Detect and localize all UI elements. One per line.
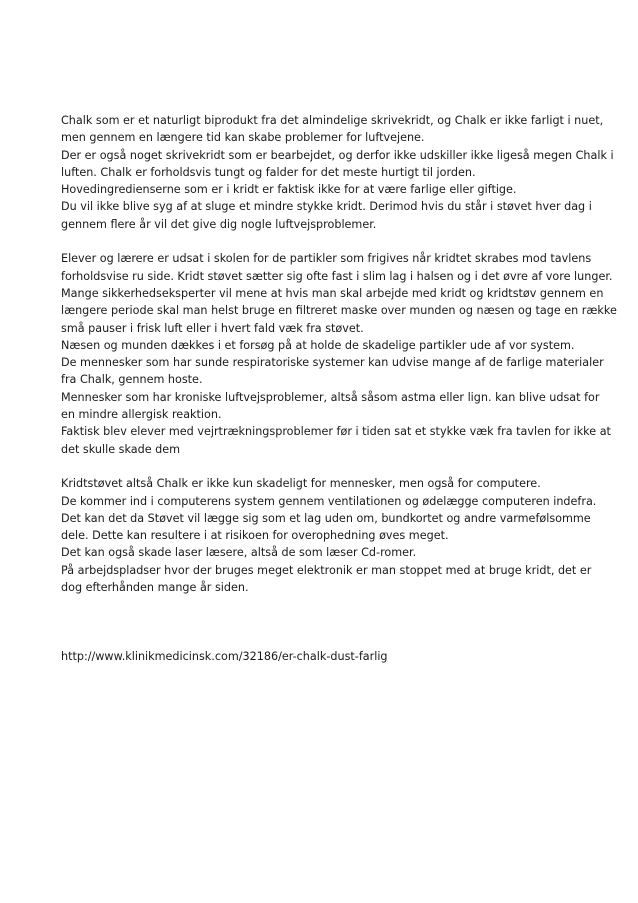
text-line: længere periode skal man helst bruge en filtreret maske over munden og næsen og tage en række — [61, 304, 617, 318]
paragraph-school-exposure — [61, 250, 617, 458]
text-line: det skulle skade dem — [61, 442, 181, 456]
text-line: Det kan også skade laser læsere, altså de som læser Cd-romer. — [61, 546, 417, 560]
source-url: http://www.klinikmedicinsk.com/32186/er-chalk-dust-farlig — [61, 650, 388, 664]
text-line: men gennem en længere tid kan skabe problemer for luftvejene. — [61, 131, 425, 145]
text-line: Hovedingredienserne som er i kridt er faktisk ikke for at være farlige eller giftige. — [61, 183, 517, 197]
text-line: fra Chalk, gennem hoste. — [61, 373, 203, 387]
text-line: små pauser i frisk luft eller i hvert fald væk fra støvet. — [61, 321, 364, 335]
text-line: Faktisk blev elever med vejrtrækningsproblemer før i tiden sat et stykke væk fra tavlen for ikke at — [61, 425, 611, 439]
text-line: På arbejdspladser hvor der bruges meget elektronik er man stoppet med at bruge kridt, det er — [61, 563, 592, 577]
text-line: De kommer ind i computerens system gennem ventilationen og ødelægge computeren indefra. — [61, 494, 597, 508]
document-body — [61, 112, 617, 666]
text-line: Næsen og munden dækkes i et forsøg på at holde de skadelige partikler ude af vor system. — [61, 338, 575, 352]
section-spacer — [61, 596, 601, 648]
text-line: Mennesker som har kroniske luftvejsproblemer, altså såsom astma eller lign. kan blive udsat for — [61, 390, 600, 404]
paragraph-chalk-intro — [61, 112, 614, 233]
text-line: Elever og lærere er udsat i skolen for de partikler som frigives når kridtet skrabes mod tavlens — [61, 252, 592, 266]
text-line: dele. Dette kan resultere i at risikoen for overophedning øves meget. — [61, 529, 449, 543]
text-line: Mange sikkerhedseksperter vil mene at hvis man skal arbejde med kridt og kridtstøv gennem en — [61, 286, 604, 300]
text-line: Du vil ikke blive syg af at sluge et mindre stykke kridt. Derimod hvis du står i støvet hver dag i — [61, 200, 592, 214]
text-line: Det kan det da Støvet vil lægge sig som et lag uden om, bundkortet og andre varmefølsomme — [61, 511, 591, 525]
text-line: gennem flere år vil det give dig nogle luftvejsproblemer. — [61, 217, 377, 231]
text-line: Kridtstøvet altså Chalk er ikke kun skadeligt for mennesker, men også for computere. — [61, 477, 541, 491]
text-line: luften. Chalk er forholdsvis tungt og falder for det meste hurtigt til jorden. — [61, 165, 476, 179]
paragraph-computers — [61, 475, 601, 596]
text-line: De mennesker som har sunde respiratoriske systemer kan udvise mange af de farlige materialer — [61, 356, 604, 370]
paragraph-spacer — [61, 458, 601, 475]
text-line: Chalk som er et naturligt biprodukt fra det almindelige skrivekridt, og Chalk er ikke farligt i nuet, — [61, 114, 604, 127]
text-line: forholdsvise ru side. Kridt støvet sætter sig ofte fast i slim lag i halsen og i det øvre af vore lunger. — [61, 269, 613, 283]
text-line: dog efterhånden mange år siden. — [61, 581, 249, 595]
paragraph-spacer — [61, 233, 601, 250]
text-line: Der er også noget skrivekridt som er bearbejdet, og derfor ikke udskiller ikke ligeså megen Chalk i — [61, 148, 614, 162]
text-line: en mindre allergisk reaktion. — [61, 408, 222, 422]
